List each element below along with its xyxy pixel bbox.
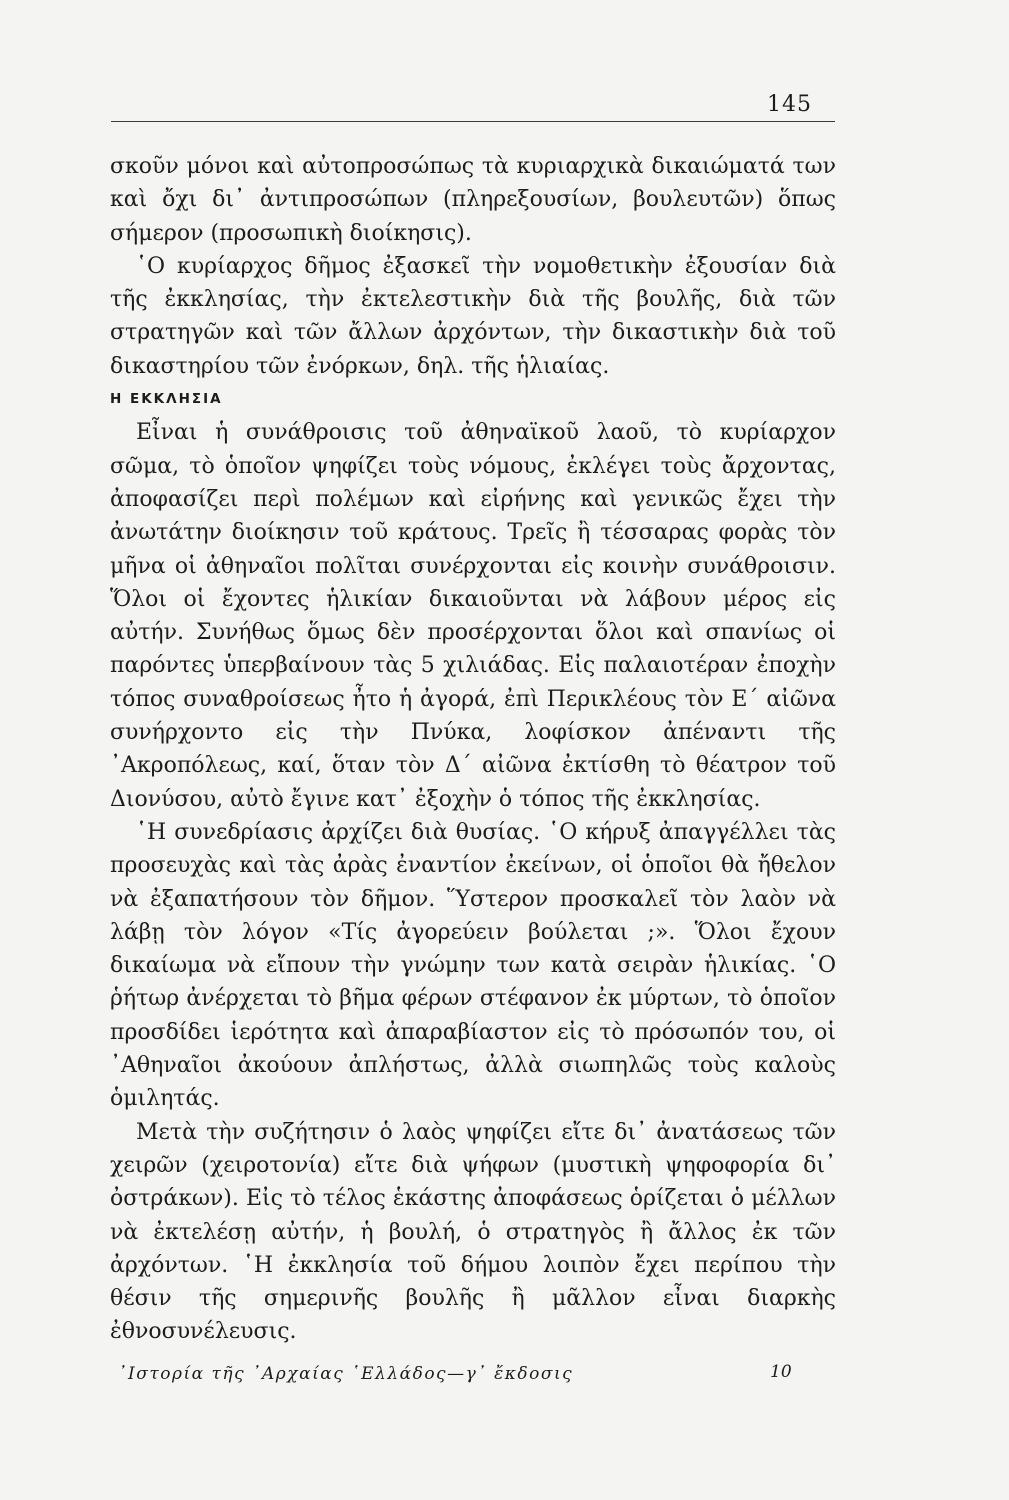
paragraph: Μετὰ τὴν συζήτησιν ὁ λαὸς ψηφίζει εἴτε δι᾿ ἀνατάσεως τῶν χειρῶν (χειροτονία) εἴτε διὰ ψήφων (μυστικὴ ψηφοφορία δι᾿ ὀστράκων). Εἰς τὸ τέλος ἑκάστης ἀποφάσεως ὁρίζεται ὁ μέλλων νὰ ἐκτελέσῃ αὐτήν, ἡ βουλή, ὁ στρατηγὸς ἢ ἄλλος ἐκ τῶν ἀρχόντων. ῾Η ἐκκλησία τοῦ δήμου λοιπὸν ἔχει περίπου τὴν θέσιν τῆς σημερινῆς βουλῆς ἢ μᾶλλον εἶναι διαρκὴς ἐθνοσυνέλευσις. bbox=[110, 1119, 836, 1345]
paragraph: ῾Ο κυρίαρχος δῆμος ἐξασκεῖ τὴν νομοθετικὴν ἐξουσίαν διὰ τῆς ἐκκλησίας, τὴν ἐκτελεστικὴν διὰ τῆς βουλῆς, διὰ τῶν στρατηγῶν καὶ τῶν ἄλλων ἀρχόντων, τὴν δικαστικὴν διὰ τοῦ δικαστηρίου τῶν ἐνόρκων, δηλ. τῆς ἡλιαίας. bbox=[110, 253, 836, 379]
paragraph: Εἶναι ἡ συνάθροισις τοῦ ἀθηναϊκοῦ λαοῦ, τὸ κυρίαρχον σῶμα, τὸ ὁποῖον ψηφίζει τοὺς νόμους, ἐκλέγει τοὺς ἄρχοντας, ἀποφασίζει περὶ πολέμων καὶ εἰρήνης καὶ γενικῶς ἔχει τὴν ἀνωτάτην διοίκησιν τοῦ κράτους. Τρεῖς ἢ τέσσαρας φορὰς τὸν μῆνα οἱ ἀθηναῖοι πολῖται συνέρχονται εἰς κοινὴν συνάθροισιν. Ὅλοι οἱ ἔχοντες ἡλικίαν δικαιοῦνται νὰ λάβουν μέρος εἰς αὐτήν. Συνήθως ὅμως δὲν προσέρχονται ὅλοι καὶ σπανίως οἱ παρόντες ὑπερβαίνουν τὰς 5 χιλιάδας. Εἰς παλαιοτέραν ἐποχὴν τόπος συναθροίσεως ἦτο ἡ ἀγορά, ἐπὶ Περικλέους τὸν Ε΄ αἰῶνα συνήρχοντο εἰς τὴν Πνύκα, λοφίσκον ἀπέναντι τῆς ᾿Ακροπόλεως, καί, ὅταν τὸν Δ΄ αἰῶνα ἐκτίσθη τὸ θέατρον τοῦ Διονύσου, αὐτὸ ἔγινε κατ᾿ ἐξοχὴν ὁ τόπος τῆς ἐκκλησίας. bbox=[110, 420, 836, 812]
footer-book-title: ᾿Ιστορία τῆς ᾿Αρχαίας ῾Ελλάδος—γ᾿ ἔκδοσις bbox=[118, 1364, 574, 1384]
main-text bbox=[110, 150, 836, 1349]
paragraph: σκοῦν μόνοι καὶ αὐτοπροσώπως τὰ κυριαρχικὰ δικαιώματά των καὶ ὄχι δι᾿ ἀντιπροσώπων (πληρεξουσίων, βουλευτῶν) ὅπως σήμερον (προσωπικὴ διοίκησις). bbox=[110, 154, 836, 246]
section-heading: Η ΕΚΚΛΗΣΙΑ bbox=[110, 391, 223, 408]
page-number: 145 bbox=[767, 92, 812, 117]
footer-signature: 10 bbox=[770, 1362, 792, 1382]
header-rule bbox=[111, 121, 835, 122]
paragraph: ῾Η συνεδρίασις ἀρχίζει διὰ θυσίας. ῾Ο κήρυξ ἀπαγγέλλει τὰς προσευχὰς καὶ τὰς ἀρὰς ἐναντίον ἐκείνων, οἱ ὁποῖοι θὰ ἤθελον νὰ ἐξαπατήσουν τὸν δῆμον. Ὕστερον προσκαλεῖ τὸν λαὸν νὰ λάβῃ τὸν λόγον «Τίς ἀγορεύειν βούλεται ;». Ὅλοι ἔχουν δικαίωμα νὰ εἴπουν τὴν γνώμην των κατὰ σειρὰν ἡλικίας. ῾Ο ῥήτωρ ἀνέρχεται τὸ βῆμα φέρων στέφανον ἐκ μύρτων, τὸ ὁποῖον προσδίδει ἱερότητα καὶ ἀπαραβίαστον εἰς τὸ πρόσωπόν του, οἱ ᾿Αθηναῖοι ἀκούουν ἀπλήστως, ἀλλὰ σιωπηλῶς τοὺς καλοὺς ὁμιλητάς. bbox=[110, 819, 836, 1112]
